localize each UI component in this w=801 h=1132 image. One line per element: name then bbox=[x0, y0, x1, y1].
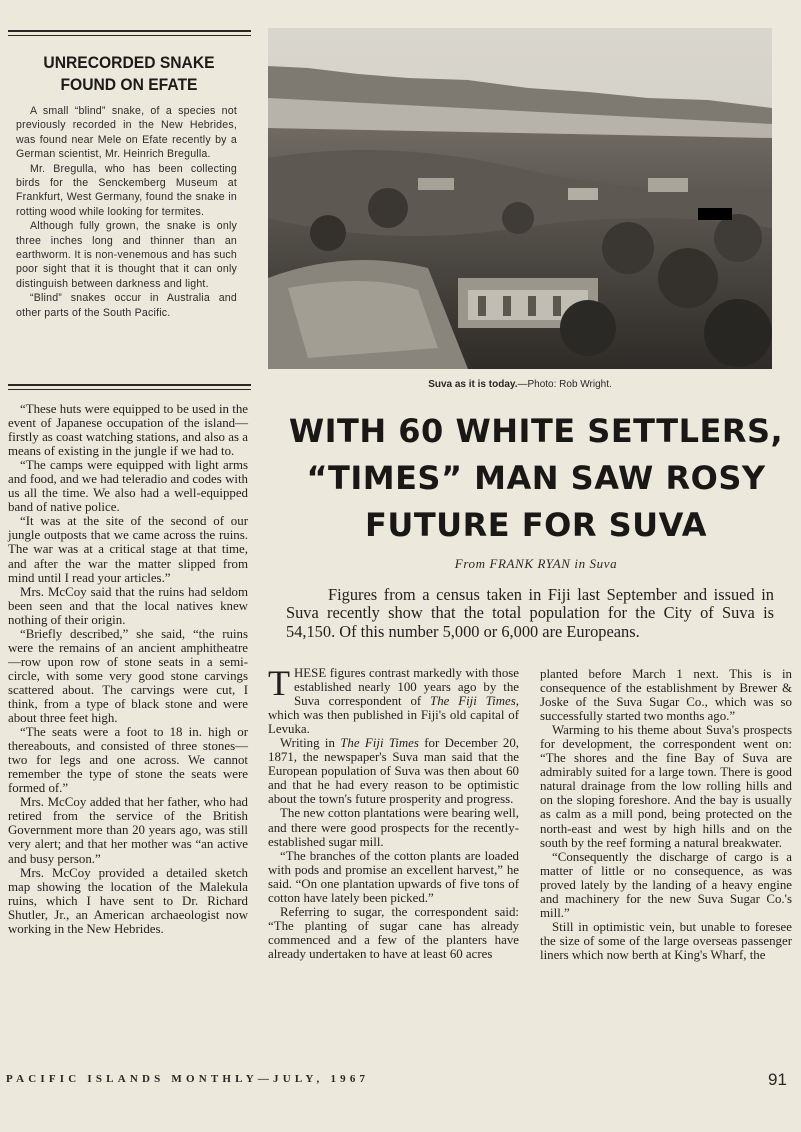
article-headline bbox=[280, 408, 792, 549]
headline-line: “TIMES” MAN SAW ROSY bbox=[306, 459, 766, 497]
middle-first-end: which was then published in Fiji's old capital of Levuka. bbox=[268, 708, 519, 737]
left-paragraph: “The camps were equipped with light arms and food, and we had teleradio and codes with us all the time. We also had a well-equipped band of native police. bbox=[8, 458, 248, 515]
lead-paragraph: Figures from a census taken in Fiji last September and issued in Suva recently show that the total population for the City of Suva is 54,150. Of this number 5,000 or 6,000 are Europeans. bbox=[286, 585, 774, 641]
sidebar-paragraph: Although fully grown, the snake is only three inches long and thinner than an earthworm. It is non-venemous and has such poor sight that it is thought that it can only distinguish between darkness and light. bbox=[16, 220, 237, 290]
byline-author: FRANK RYAN bbox=[489, 556, 571, 571]
byline-prefix: From bbox=[454, 556, 486, 571]
right-paragraph: “Consequently the discharge of cargo is a matter of little or no consequence, as was proved lately by the landing of a heavy engine and machinery for the new Suva Sugar Co.'s mill.” bbox=[540, 849, 792, 920]
photo-caption-title: Suva as it is today. bbox=[428, 379, 518, 390]
suva-aerial-photo bbox=[268, 28, 772, 369]
sidebar-headline: UNRECORDED SNAKE FOUND ON EFATE bbox=[43, 53, 215, 94]
right-paragraph: Warming to his theme about Suva's prospects for development, the correspondent went on: “The shores and the fine Bay of Suva are admirably suited for a large town. There is good natural drainage from the low rolling hills and on the sloping foreshore. And the bay is usually as calm as a mill pond, being protected on the north-east and west by high hills and on the south by the reef forming a natural breakwater. bbox=[540, 723, 792, 850]
sidebar-bottom-rule bbox=[8, 384, 251, 390]
left-paragraph: Mrs. McCoy said that the ruins had seldom been seen and that the local natives knew nothing of their origin. bbox=[8, 584, 248, 627]
left-paragraph: Mrs. McCoy provided a detailed sketch map showing the location of the Malekula ruins, which I have sent to Dr. Richard Shutler, Jr., an American archaeologist now working in the New Hebrides. bbox=[8, 865, 248, 936]
article-lead bbox=[286, 586, 774, 641]
right-paragraph: Still in optimistic vein, but unable to foresee the size of some of the large overseas passenger liners which now berth at King's Wharf, the bbox=[540, 919, 792, 962]
sidebar-paragraph: A small “blind” snake, of a species not previously recorded in the New Hebrides, was found near Mele on Efate recently by a German scientist, Mr. Heinrich Bregulla. bbox=[16, 105, 237, 161]
middle-second-start: Writing in bbox=[280, 736, 341, 751]
page-number: 91 bbox=[768, 1070, 787, 1089]
sidebar-body bbox=[16, 104, 237, 320]
suva-aerial-photo-image bbox=[268, 28, 772, 369]
middle-paragraph: “The branches of the cotton plants are loaded with pods and promise an excellent harvest,” he said. “On one plantation upwards of five tons of cotton have lately been picked.” bbox=[268, 848, 519, 905]
sidebar-top-rule bbox=[8, 30, 251, 36]
right-column bbox=[540, 667, 792, 962]
photo-caption-credit: —Photo: Rob Wright. bbox=[517, 379, 612, 390]
photo-caption bbox=[268, 379, 772, 390]
headline-line: FUTURE FOR SUVA bbox=[364, 506, 708, 544]
drop-cap: T bbox=[268, 663, 290, 703]
middle-column bbox=[268, 663, 519, 961]
middle-paragraph: Referring to sugar, the correspondent said: “The planting of sugar cane has already commenced and a few of the planters have already undertaken to have at least 60 acres bbox=[268, 904, 519, 961]
sidebar-paragraph: Mr. Bregulla, who has been collecting birds for the Senckemberg Museum at Frankfurt, West Germany, found the snake in rotting wood while looking for termites. bbox=[16, 162, 237, 218]
middle-first-paragraph bbox=[268, 663, 519, 737]
newspaper-title: The Fiji Times bbox=[340, 736, 419, 751]
left-column bbox=[8, 402, 248, 936]
middle-second-end: for December 20, 1871, the newspaper's Suva man said that the European population of Suva was then about 60 and that he had every reason to be optimistic about the town's future prosperity and progress. bbox=[268, 736, 519, 807]
left-paragraph: “The seats were a foot to 18 in. high or thereabouts, and consisted of three stones—two for legs and one across. We cannot remember the type of stone the seats were formed of.” bbox=[8, 725, 248, 796]
middle-paragraph: The new cotton plantations were bearing well, and there were good prospects for the recently-established sugar mill. bbox=[268, 806, 519, 849]
middle-second-paragraph bbox=[268, 736, 519, 806]
byline bbox=[280, 556, 792, 572]
headline-line: WITH 60 WHITE SETTLERS, bbox=[288, 412, 784, 450]
byline-suffix: in Suva bbox=[574, 556, 618, 571]
sidebar-paragraph: “Blind” snakes occur in Australia and other parts of the South Pacific. bbox=[16, 292, 237, 319]
left-paragraph: Mrs. McCoy added that her father, who had retired from the service of the British Government more than 20 years ago, was still very alert; and that her mother was “an active and busy person.” bbox=[8, 795, 248, 866]
left-paragraph: “These huts were equipped to be used in the event of Japanese occupation of the island—firstly as coast watching stations, and also as a means of existing in the jungle if we had to. bbox=[8, 402, 248, 459]
newspaper-title: The Fiji Times, bbox=[430, 694, 519, 709]
right-paragraph: planted before March 1 next. This is in consequence of the establishment by Brewer & Joske of the Suva Sugar Co., which was so successfully started two months ago.” bbox=[540, 667, 792, 724]
left-paragraph: “It was at the site of the second of our jungle outposts that we came across the ruins. The war was at a critical stage at that time, and after the war the matter slipped from mind until I read your articles.” bbox=[8, 514, 248, 585]
left-paragraph: “Briefly described,” she said, “the ruins were the remains of an ancient amphitheatre—row upon row of stone seats in a semi-circle, with some very good stone carvings scattered about. The carvings were cut, I think, from a type of black stone and were about three feet high. bbox=[8, 626, 248, 726]
footer-publication: PACIFIC ISLANDS MONTHLY—JULY, 1967 bbox=[6, 1073, 370, 1085]
middle-first-text: HESE figures contrast markedly with those established nearly 100 years ago by the Suva correspondent of bbox=[294, 666, 519, 709]
